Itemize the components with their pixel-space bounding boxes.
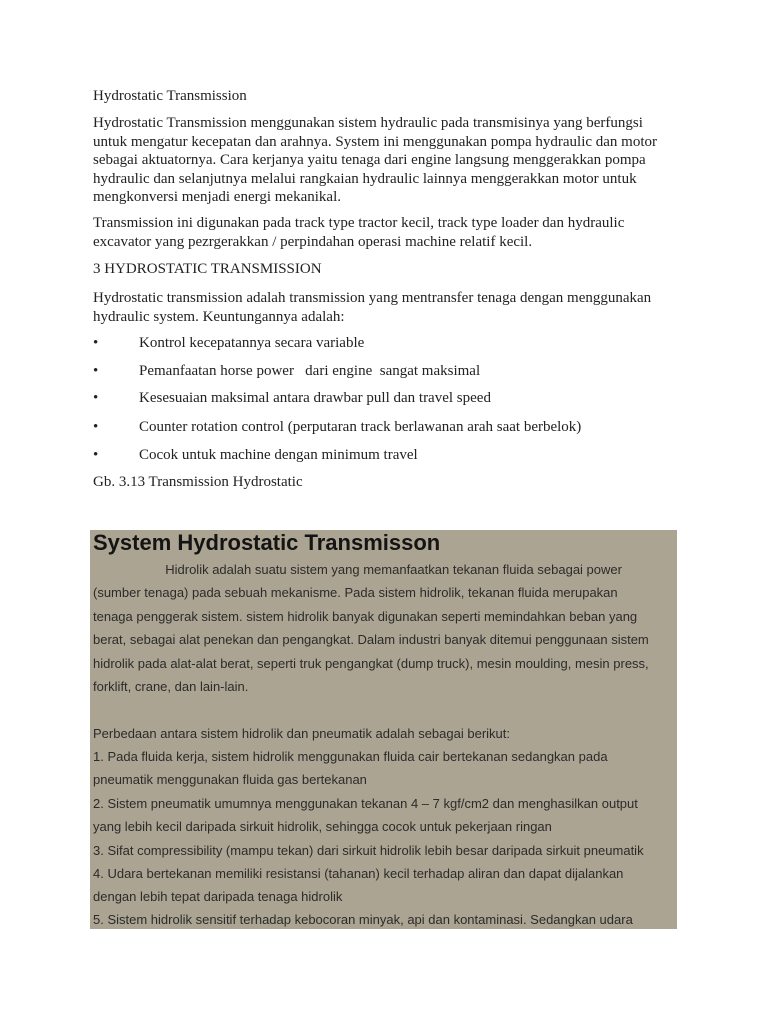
embedded-figure-excerpt (90, 530, 677, 929)
excerpt-line: Perbedaan antara sistem hidrolik dan pneumatik adalah sebagai berikut: (93, 726, 510, 741)
excerpt-line: Hidrolik adalah suatu sistem yang memanfaatkan tekanan fluida sebagai power (93, 562, 622, 577)
list-item (93, 446, 683, 465)
excerpt-line: pneumatik menggunakan fluida gas bertekanan (93, 772, 367, 787)
excerpt-line: 4. Udara bertekanan memiliki resistansi (tahanan) kecil terhadap aliran dan dapat dijalankan (93, 866, 624, 881)
excerpt-title: System Hydrostatic Transmisson (93, 530, 441, 555)
paragraph-line: Hydrostatic transmission adalah transmission yang mentransfer tenaga dengan menggunakan (93, 290, 652, 306)
paragraph-definition (93, 289, 683, 326)
excerpt-line: tenaga penggerak sistem. sistem hidrolik banyak digunakan seperti memindahkan beban yang (93, 609, 638, 624)
paragraph-line: hydraulic system. Keuntungannya adalah: (93, 308, 345, 325)
paragraph-line: mengkonversi menjadi energi mekanikal. (93, 189, 341, 205)
paragraph-intro (93, 114, 683, 207)
document-heading: Hydrostatic Transmission (93, 88, 247, 104)
list-item-text: Counter rotation control (perputaran track berlawanan arah saat berbelok) (139, 419, 582, 435)
paragraph-line: excavator yang pezrgerakkan / perpindahan operasi machine relatif kecil. (93, 233, 533, 250)
list-item (93, 362, 683, 381)
bullet-icon: • (93, 419, 99, 435)
excerpt-line: 1. Pada fluida kerja, sistem hidrolik menggunakan fluida cair bertekanan sedangkan pada (93, 749, 608, 764)
excerpt-line: 5. Sistem hidrolik sensitif terhadap kebocoran minyak, api dan kontaminasi. Sedangkan udara (93, 912, 633, 927)
paragraph-line: Transmission ini digunakan pada track type tractor kecil, track type loader dan hydraulic (93, 215, 625, 231)
list-item (93, 389, 683, 408)
excerpt-line: (sumber tenaga) pada sebuah mekanisme. Pada sistem hidrolik, tekanan fluida merupakan (93, 585, 618, 600)
excerpt-line: 2. Sistem pneumatik umumnya menggunakan tekanan 4 – 7 kgf/cm2 dan menghasilkan output (93, 796, 638, 811)
figure-caption: Gb. 3.13 Transmission Hydrostatic (93, 474, 303, 490)
list-item-text: Kesesuaian maksimal antara drawbar pull dan travel speed (139, 390, 491, 406)
list-item-text: Pemanfaatan horse power dari engine sangat maksimal (139, 363, 481, 379)
paragraph-line: Hydrostatic Transmission menggunakan sistem hydraulic pada transmisinya yang berfungsi (93, 115, 643, 131)
list-item (93, 418, 683, 437)
bullet-icon: • (93, 447, 99, 463)
paragraph-usage (93, 214, 683, 251)
list-item-text: Cocok untuk machine dengan minimum travel (139, 447, 418, 463)
paragraph-line: hydraulic dan selanjutnya melalui rangkaian hydraulic lainnya menggerakkan motor untuk (93, 170, 637, 187)
excerpt-line: dengan lebih tepat daripada tenaga hidrolik (93, 889, 343, 904)
bullet-icon: • (93, 335, 99, 351)
excerpt-line: 3. Sifat compressibility (mampu tekan) dari sirkuit hidrolik lebih besar daripada sirkuit pneumatik (93, 843, 644, 858)
list-item-text: Kontrol kecepatannya secara variable (139, 335, 365, 351)
paragraph-line: untuk mengatur kecepatan dan arahnya. System ini menggunakan pompa hydraulic dan motor (93, 133, 658, 150)
list-item (93, 334, 683, 353)
section-heading: 3 HYDROSTATIC TRANSMISSION (93, 261, 322, 277)
excerpt-line: hidrolik pada alat-alat berat, seperti truk pengangkat (dump truck), mesin moulding, mesin press, (93, 656, 649, 671)
bullet-icon: • (93, 363, 99, 379)
excerpt-line: yang lebih kecil daripada sirkuit hidrolik, sehingga cocok untuk pekerjaan ringan (93, 819, 552, 834)
excerpt-line: berat, sebagai alat penekan dan pengangkat. Dalam industri banyak ditemui penggunaan sistem (93, 632, 649, 647)
excerpt-line: forklift, crane, dan lain-lain. (93, 679, 249, 694)
bullet-icon: • (93, 390, 99, 406)
paragraph-line: sebagai aktuatornya. Cara kerjanya yaitu tenaga dari engine langsung menggerakkan pompa (93, 152, 646, 168)
